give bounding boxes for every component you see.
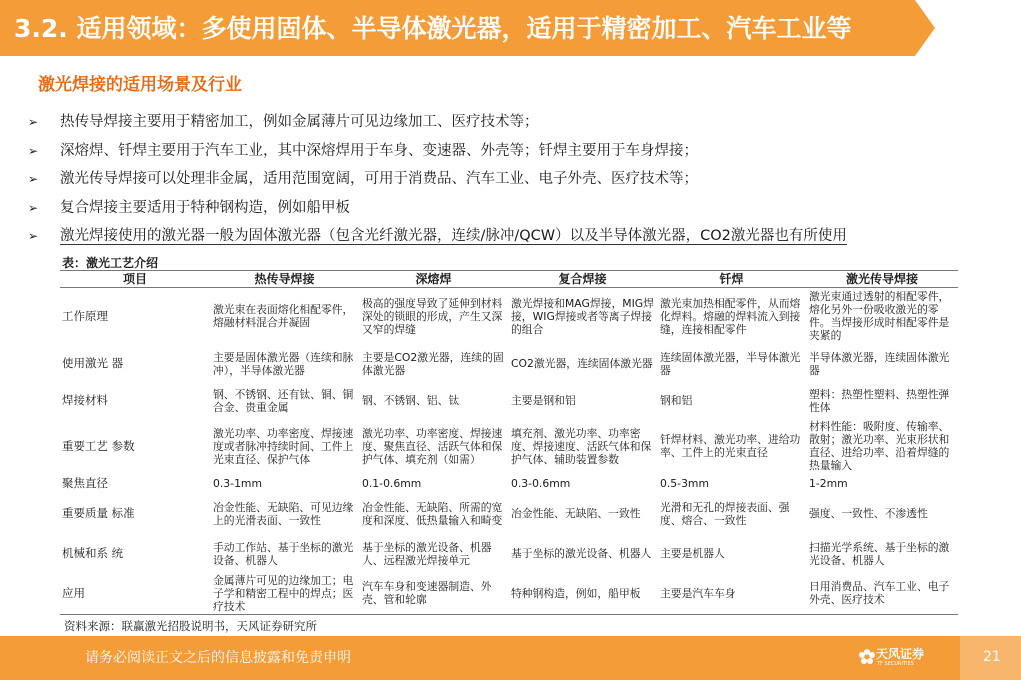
table-row <box>60 288 958 345</box>
table-cell: 强度、一致性、不渗透性 <box>809 507 928 520</box>
bullet-text: 深熔焊、钎焊主要用于汽车工业，其中深熔焊用于车身、变速器、外壳等；钎焊主要用于车身焊接； <box>60 142 698 159</box>
row-label: 焊接材料 <box>62 393 108 407</box>
table-cell: 冶金性能、无缺陷、所需的宽度和深度、低热量输入和畸变 <box>362 500 503 527</box>
table-cell: 冶金性能、无缺陷、可见边缘上的光滑表面、一致性 <box>213 500 354 527</box>
table-cell: 0.3-0.6mm <box>511 476 571 490</box>
table-cell: 0.3-1mm <box>213 476 262 490</box>
row-label: 重要工艺 参数 <box>62 438 135 453</box>
row-label: 机械和系 统 <box>62 546 124 560</box>
table-cell: 主要是CO2激光器，连续的固体激光器 <box>362 350 504 377</box>
column-header: 激光传导焊接 <box>806 271 958 288</box>
bullet-text: 激光传导焊接可以处理非金属，适用范围宽阔，可用于消费品、汽车工业、电子外壳、医疗技术等； <box>60 171 698 187</box>
table-cell: 主要是固体激光器（连续和脉冲），半导体激光器 <box>213 350 354 377</box>
table-row <box>60 474 958 493</box>
table-cell: 激光焊接和MAG焊接，MIG焊接，WIG焊接或者等离子焊接的组合 <box>511 296 654 336</box>
row-label: 聚焦直径 <box>62 475 108 490</box>
column-header: 深熔焊 <box>359 271 508 288</box>
arrow-bullet-icon: ➢ <box>28 172 39 186</box>
table-cell: 塑料：热塑性塑料、热塑性弹性体 <box>809 387 950 414</box>
bullet-text: 热传导焊接主要用于精密加工，例如金属薄片可见边缘加工、医疗技术等； <box>60 114 539 130</box>
table-cell: 钎焊材料、激光功率、进给功率、工件上的光束直径 <box>660 433 801 459</box>
table-cell: 特种钢构造，例如，船甲板 <box>508 573 657 615</box>
table-cell: 极高的强度导致了延伸到材料深处的锁眼的形成，产生又深又窄的焊缝 <box>362 296 503 336</box>
table-header-row <box>60 271 958 288</box>
table-row <box>60 573 958 615</box>
bullet-item <box>28 165 988 194</box>
table-cell: 激光功率、功率密度、焊接速度或者脉冲持续时间、工件上光束直径、保护气体 <box>213 426 354 466</box>
table-cell: 钢、不锈钢、还有钛、铜、铜合金、贵重金属 <box>213 387 354 414</box>
bullet-item <box>28 194 988 223</box>
table-cell: 激光束加热相配零件，从而熔化焊料。熔融的焊料流入到接缝，连接相配零件 <box>660 296 801 336</box>
page-number: 21 <box>983 649 1001 665</box>
table-row <box>60 535 958 573</box>
table-cell: 主要是机器人 <box>660 547 725 560</box>
table-cell: 基于坐标的激光设备、机器人、远程激光焊接单元 <box>362 540 492 567</box>
table-cell: 主要是汽车车身 <box>657 573 806 615</box>
logo-text-cn: 天风证券 <box>876 647 925 661</box>
table-cell: 汽车车身和变速器制造、外壳、管和轮廓 <box>359 573 508 615</box>
table-cell: 材料性能：吸附度、传输率、散射；激光功率、光束形状和直径、进给功率、沿着焊缝的热量输入 <box>809 420 950 472</box>
table-cell: 激光功率、功率密度、焊接速度、聚焦直径、活跃气体和保护气体、填充剂（如需） <box>362 426 503 466</box>
disclaimer-text: 请务必阅读正文之后的信息披露和免责申明 <box>85 650 351 666</box>
arrow-bullet-icon: ➢ <box>28 115 39 129</box>
table-cell: 1-2mm <box>809 476 848 490</box>
section-subtitle: 激光焊接的适用场景及行业 <box>38 75 242 95</box>
logo-text-en: TF SECURITIES <box>877 661 914 667</box>
table-row <box>60 345 958 383</box>
table-cell: CO2激光器，连续固体激光器 <box>511 357 653 370</box>
table-row <box>60 493 958 535</box>
row-label: 使用激光 器 <box>62 356 124 370</box>
row-label: 应用 <box>60 573 210 615</box>
column-header: 复合焊接 <box>508 271 657 288</box>
table-cell: 主要是钢和铝 <box>511 394 576 407</box>
bullet-item <box>28 137 988 166</box>
column-header: 热传导焊接 <box>210 271 359 288</box>
table-cell: 半导体激光器，连续固体激光器 <box>809 350 950 377</box>
table-cell: 钢和铝 <box>660 394 693 407</box>
bullet-item <box>28 222 988 251</box>
table-cell: 光滑和无孔的焊接表面、强度、熔合、一致性 <box>660 500 790 527</box>
process-table <box>60 270 958 615</box>
table-cell: 扫描光学系统、基于坐标的激光设备、机器人 <box>809 540 950 567</box>
table-caption: 表：激光工艺介绍 <box>62 256 159 270</box>
table-cell: 0.5-3mm <box>660 476 709 490</box>
table-cell: 激光束在表面熔化相配零件，熔融材料混合并凝固 <box>213 303 354 330</box>
bullet-text: 激光焊接使用的激光器一般为固体激光器（包含光纤激光器，连续/脉冲/QCW）以及半导体激光器，CO2激光器也有所使用 <box>60 228 847 244</box>
table-cell: 冶金性能、无缺陷、一致性 <box>511 507 641 520</box>
table-row <box>60 383 958 419</box>
arrow-bullet-icon: ➢ <box>28 143 39 158</box>
table-cell: 手动工作站、基于坐标的激光设备、机器人 <box>213 540 354 567</box>
column-header: 钎焊 <box>657 271 806 288</box>
column-header: 项目 <box>60 271 210 288</box>
table-row <box>60 419 958 474</box>
table-cell: 0.1-0.6mm <box>362 476 422 490</box>
table-cell: 日用消费品、汽车工业、电子外壳、医疗技术 <box>806 573 958 615</box>
table-cell: 金属薄片可见的边缘加工；电子学和精密工程中的焊点；医疗技术 <box>210 573 359 615</box>
table-cell: 连续固体激光器，半导体激光器 <box>660 350 801 377</box>
arrow-bullet-icon: ➢ <box>28 200 39 215</box>
bullet-item <box>28 108 988 137</box>
table-cell: 填充剂、激光功率、功率密度、焊接速度、活跃气体和保护气体、辅助装置参数 <box>511 426 652 466</box>
table-cell: 激光束通过透射的相配零件，熔化另外一份吸收激光的零件。当焊接形成时相配零件是夹紧的 <box>809 290 950 343</box>
row-label: 工作原理 <box>62 308 108 323</box>
table-cell: 钢、不锈钢、铝、钛 <box>362 394 460 407</box>
arrow-bullet-icon: ➢ <box>28 229 39 243</box>
bullet-list <box>28 108 988 251</box>
row-label: 重要质量 标准 <box>62 506 135 520</box>
page-title: 3.2. 适用领域：多使用固体、半导体激光器，适用于精密加工、汽车工业等 <box>14 14 852 43</box>
bullet-text: 复合焊接主要适用于特种钢构造，例如船甲板 <box>60 199 350 216</box>
source-note: 资料来源：联赢激光招股说明书，天风证券研究所 <box>64 619 317 633</box>
table-cell: 基于坐标的激光设备、机器人 <box>511 547 652 560</box>
